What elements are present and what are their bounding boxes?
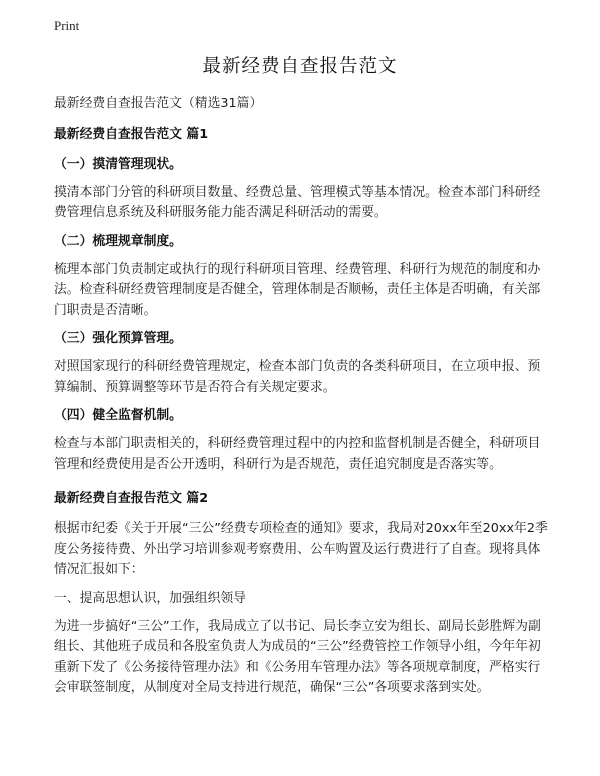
article-2-section-heading: 一、提高思想认识，加强组织领导 [54,590,246,606]
page-title: 最新经费自查报告范文 [202,56,398,77]
article-1-heading: 最新经费自查报告范文 篇1 [54,126,209,142]
section-body: 检查与本部门职责相关的，科研经费管理过程中的内控和监督机制是否健全，科研项目管理和经费使用是否公开透明，科研行为是否规范，责任追究制度是否落实等。 [54,436,541,472]
section-body: 摸清本部门分管的科研项目数量、经费总量、管理模式等基本情况。检查本部门科研经费管理信息系统及科研服务能力能否满足科研活动的需要。 [54,184,541,220]
document-body [54,94,550,707]
section-heading: （一）摸清管理现状。 [54,156,182,172]
article-2-intro: 根据市纪委《关于开展“三公”经费专项检查的通知》要求，我局对20xx年至20xx年2季度公务接待费、外出学习培训参观考察费用、公车购置及运行费进行了自查。现将具体情况汇报如下： [54,521,548,577]
article-2-section-body: 为进一步搞好“三公”工作，我局成立了以书记、局长李立安为组长、副局长彭胜辉为副组长、其他班子成员和各股室负责人为成员的“三公”经费管控工作领导小组，今年年初重新下发了《公务接待管理办法》和《公务用车管理办法》等各项规章制度，严格实行会审联签制度，从制度对全局支持进行规范，确保“三公”各项要求落到实处。 [54,618,541,695]
print-button[interactable]: Print [54,18,80,33]
document-subtitle: 最新经费自查报告范文（精选31篇） [54,96,263,111]
section-heading: （三）强化预算管理。 [54,331,182,346]
section-body: 梳理本部门负责制定或执行的现行科研项目管理、经费管理、科研行为规范的制度和办法。检查科研经费管理制度是否健全，管理体制是否顺畅，责任主体是否明确，有关部门职责是否清晰。 [54,261,541,318]
section-heading: （四）健全监督机制。 [54,408,182,423]
section-heading: （二）梳理规章制度。 [54,233,182,249]
section-body: 对照国家现行的科研经费管理规定，检查本部门负责的各类科研项目，在立项申报、预算编制、预算调整等环节是否符合有关规定要求。 [54,359,541,395]
article-2-heading: 最新经费自查报告范文 篇2 [54,491,209,506]
